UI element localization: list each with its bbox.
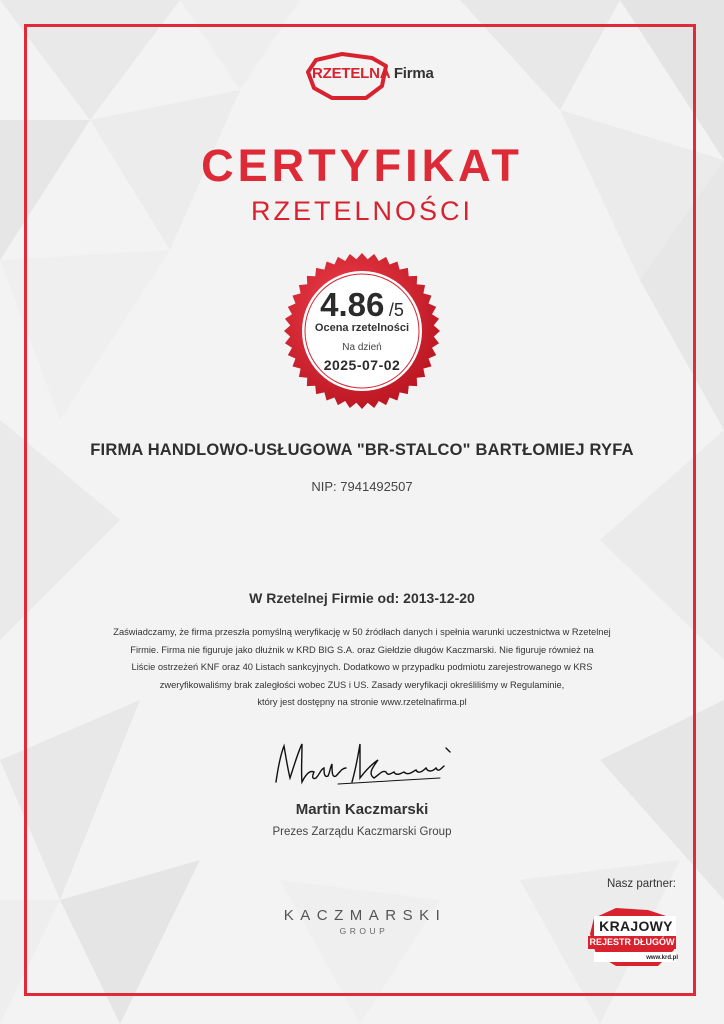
certificate-subtitle: RZETELNOŚCI (250, 196, 474, 226)
rating-score (282, 286, 442, 324)
signer-name: Martin Kaczmarski (295, 801, 429, 818)
statement-line: zweryfikowaliśmy brak zaległości wobec ZUS i US. Zasady weryfikacji określiliśmy w Regulaminie, (159, 679, 565, 690)
rating-value: 4.86 (320, 286, 385, 323)
member-since: W Rzetelnej Firmie od: 2013-12-20 (249, 590, 475, 606)
certificate-statement (50, 624, 674, 712)
rating-label: Ocena rzetelności (314, 322, 410, 334)
logo-firma: Firma (393, 65, 434, 82)
certificate-title: CERTYFIKAT (201, 140, 523, 191)
statement-line: który jest dostępny na stronie www.rzetelnafirma.pl (257, 697, 467, 707)
logo-rzetelna: RZETELNA (312, 65, 390, 82)
krd-logo-line2: REJESTR DŁUGÓW (589, 937, 675, 947)
krd-logo-url: www.krd.pl (646, 955, 678, 961)
partner-label: Nasz partner: (606, 878, 676, 890)
kaczmarski-logo-main: KACZMARSKI (283, 907, 447, 924)
statement-line: Zaświadczamy, że firma przeszła pomyślną weryfikację w 50 źródłach danych i spełnia warunki uczestnictwa w Rzetelnej (113, 627, 611, 637)
kaczmarski-logo-sub: GROUP (339, 926, 389, 936)
krd-logo-line1: KRAJOWY (599, 918, 673, 934)
handwritten-signature (268, 738, 458, 794)
rating-date-label: Na dzień (342, 342, 382, 353)
statement-line: Liście ostrzeżeń KNF oraz 40 Listach sankcyjnych. Dodatkowo w przypadku podmiotu zarejestrowanego w KRS (131, 662, 593, 672)
company-nip: NIP: 7941492507 (311, 479, 413, 494)
statement-line: Firmie. Firma nie figuruje jako dłużnik w KRD BIG S.A. oraz Giełdzie długów Kaczmarski. Nie figuruje również na (130, 644, 594, 655)
rzetelna-firma-logo-text (312, 65, 434, 82)
signer-role: Prezes Zarządu Kaczmarski Group (272, 826, 452, 838)
rating-date: 2025-07-02 (323, 357, 401, 373)
company-name: FIRMA HANDLOWO-USŁUGOWA "BR-STALCO" BARTŁOMIEJ RYFA (90, 441, 634, 459)
rating-scale: /5 (388, 300, 404, 320)
